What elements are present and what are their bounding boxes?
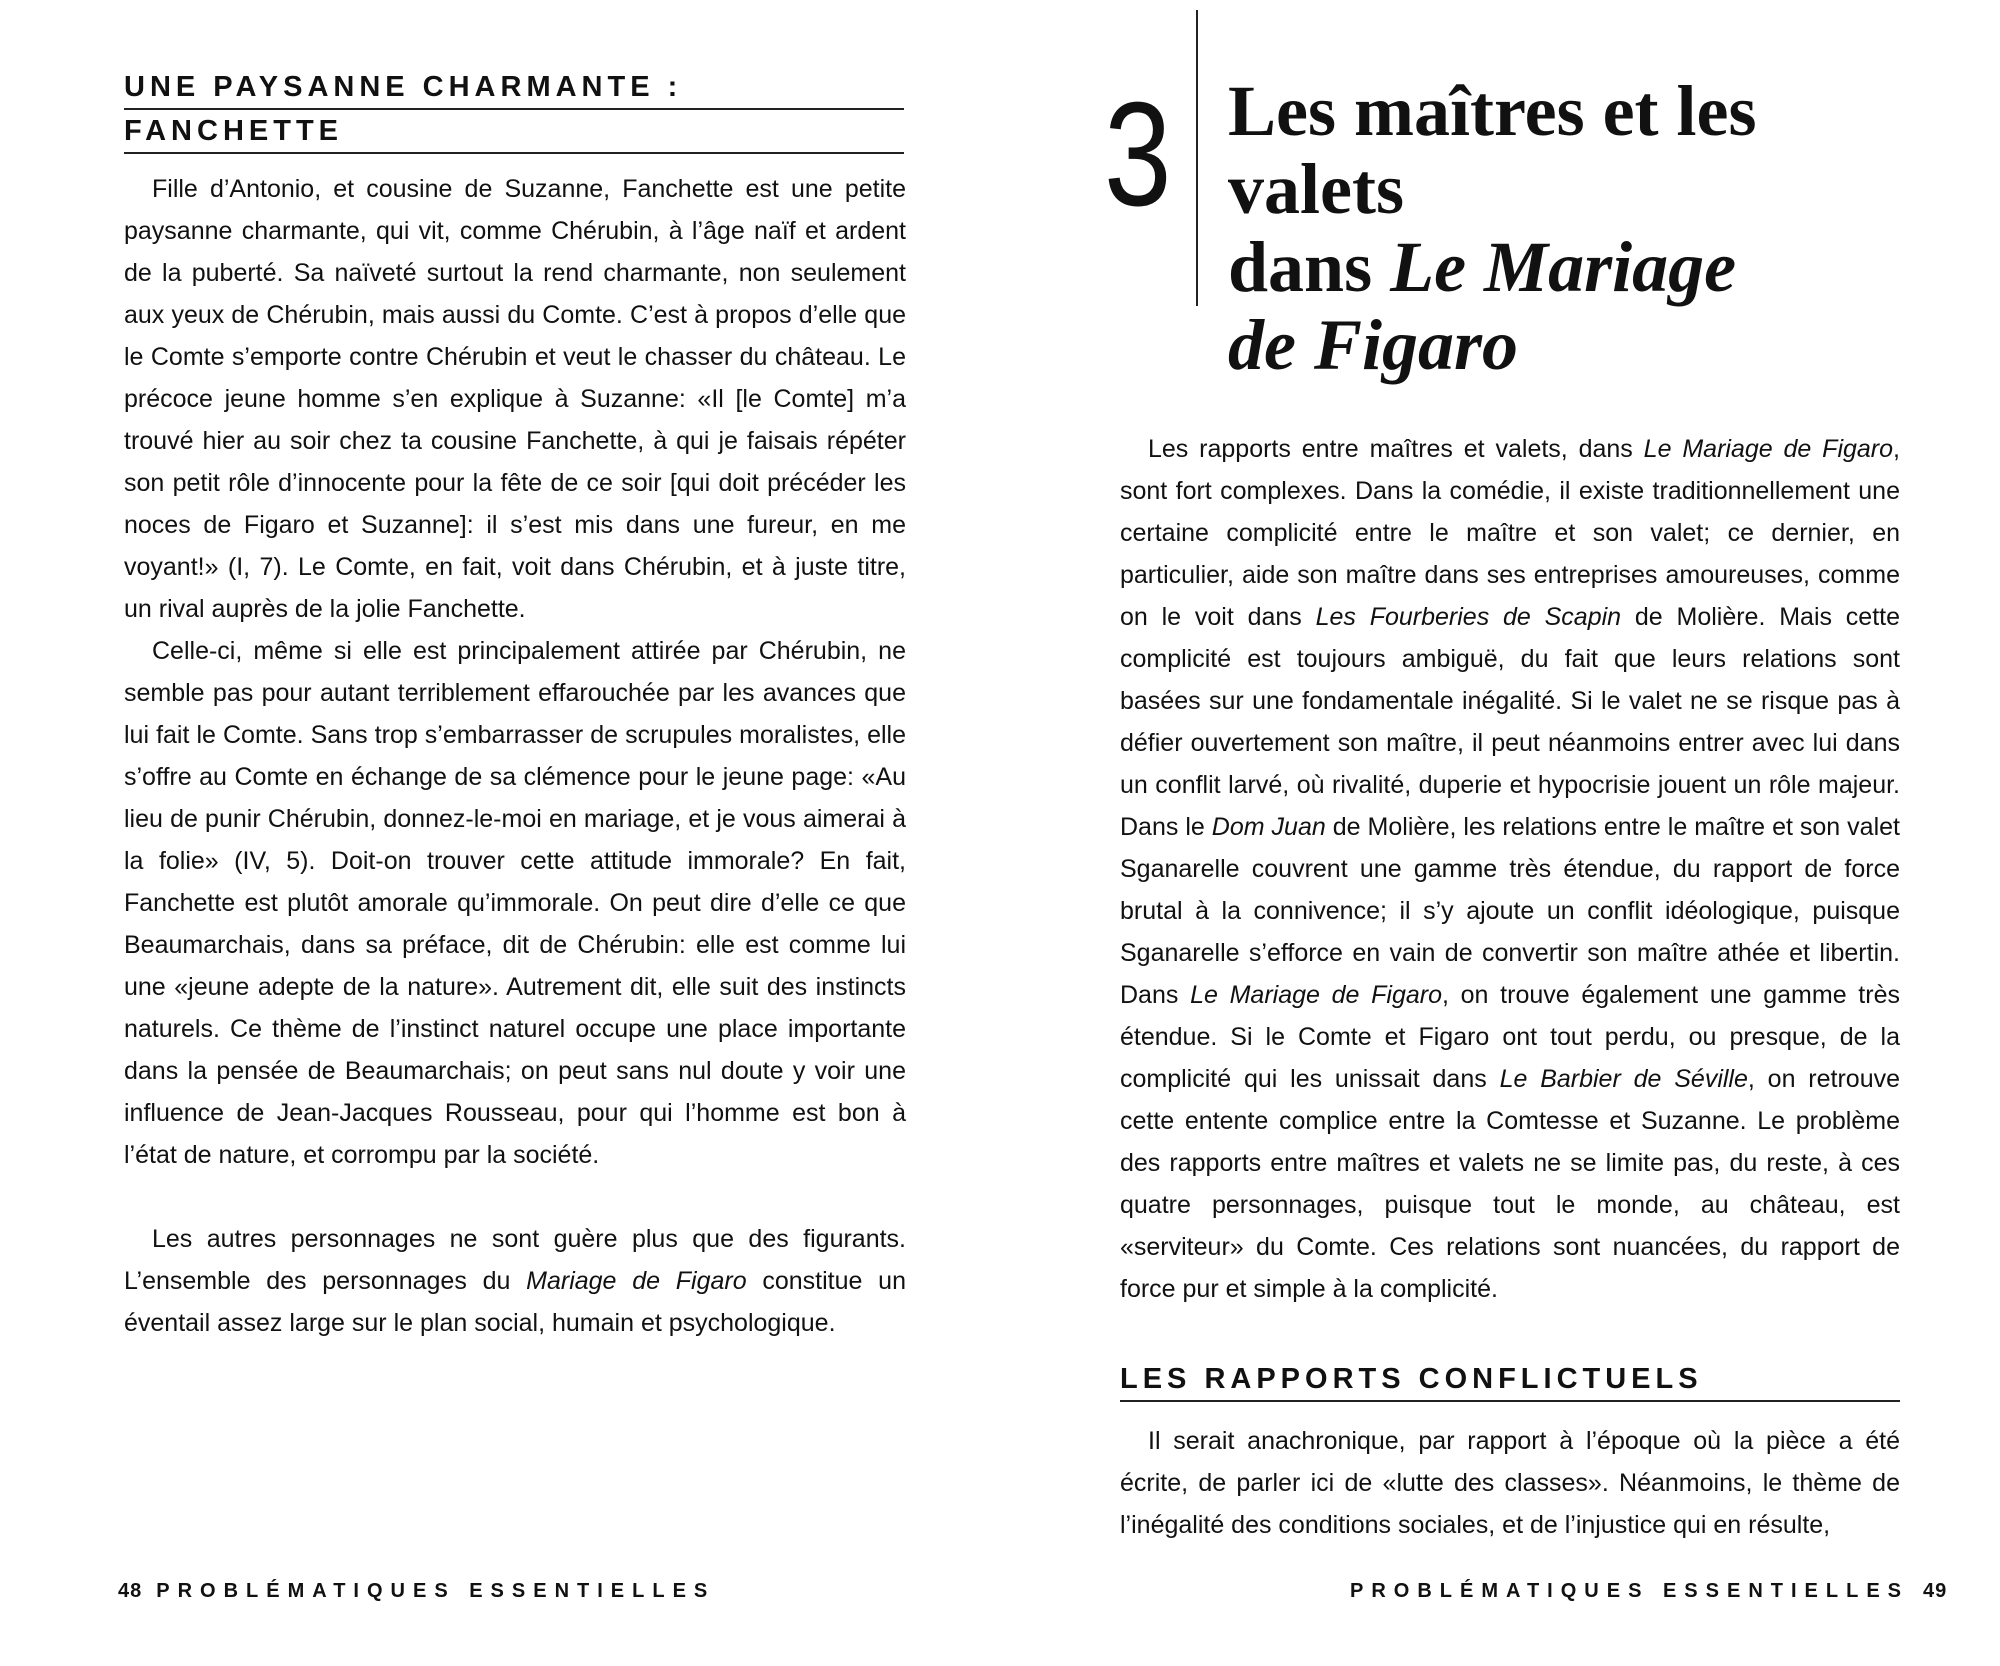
chapter-number: 3 — [1104, 72, 1172, 237]
page-number: 48 — [118, 1580, 143, 1602]
page-number: 49 — [1923, 1580, 1948, 1602]
right-page-footer — [1350, 1577, 1947, 1605]
paragraph-fanchette-intro: Fille d’Antonio, et cousine de Suzanne, Fanchette est une petite paysanne charmante, qui vit, comme Chérubin, à l’âge naïf et ardent de la puberté. Sa naïveté surtout la rend charmante, non seulement aux yeux de Chérubin, mais aussi du Comte. C’est à propos d’elle que le Comte s’emporte contre Chérubin et veut le chasser du château. Le précoce jeune homme s’en explique à Suzanne: «Il [le Comte] m’a trouvé hier au soir chez ta cousine Fanchette, à qui je faisais répéter son petit rôle d’innocente pour la fête de ce soir [qui doit précéder les noces de Figaro et Suzanne]: il s’est mis dans une fureur, en me voyant!» (I, 7). Le Comte, en fait, voit dans Chérubin, et à juste titre, un rival auprès de la jolie Fanchette. — [124, 175, 906, 623]
section-heading-fanchette — [124, 66, 904, 154]
right-page — [1000, 0, 2000, 1666]
heading-line-1: UNE PAYSANNE CHARMANTE : — [124, 66, 904, 110]
chapter-title: Les maîtres et les valets dans Le Mariage de Figaro — [1228, 71, 1757, 385]
paragraph-lutte-des-classes: Il serait anachronique, par rapport à l’époque où la pièce a été écrite, de parler ici de «lutte des classes». Néanmoins, le thème de l’inégalité des conditions sociales, et de l’injustice qui en résulte, — [1120, 1427, 1900, 1539]
paragraph-fanchette-comte: Celle-ci, même si elle est principalement attirée par Chérubin, ne semble pas pour autant terriblement effarouchée par les avances que lui fait le Comte. Sans trop s’embarrasser de scrupules moralistes, elle s’offre au Comte en échange de sa clémence pour le jeune page: «Au lieu de punir Chérubin, donnez-le-moi en mariage, et je vous aimerai à la folie» (IV, 5). Doit-on trouver cette attitude immorale? En fait, Fanchette est plutôt amorale qu’immorale. On peut dire d’elle ce que Beaumarchais, dans sa préface, dit de Chérubin: elle est comme lui une «jeune adepte de la nature». Autrement dit, elle suit des instincts naturels. Ce thème de l’instinct naturel occupe une place importante dans la pensée de Beaumarchais; on peut sans nul doute y voir une influence de Jean-Jacques Rousseau, pour qui l’homme est bon à l’état de nature, et corrompu par la société. — [124, 637, 906, 1169]
chapter-divider-rule — [1196, 10, 1198, 306]
left-page-footer — [118, 1577, 715, 1605]
paragraph-rapports-intro: Les rapports entre maîtres et valets, dans Le Mariage de Figaro, sont fort complexes. Dans la comédie, il existe traditionnellement une certaine complicité entre le maître et son valet; ce dernier, en particulier, aide son maître dans ses entreprises amoureuses, comme on le voit dans Les Fourberies de Scapin de Molière. Mais cette complicité est toujours ambiguë, du fait que leurs relations sont basées sur une fondamentale inégalité. Si le valet ne se risque pas à défier ouvertement son maître, il peut néanmoins entrer avec lui dans un conflit larvé, où rivalité, duperie et hypocrisie jouent un rôle majeur. Dans le Dom Juan de Molière, les relations entre le maître et son valet Sganarelle couvrent une gamme très étendue, du rapport de force brutal à la connivence; il s’y ajoute un conflit idéologique, puisque Sganarelle s’efforce en vain de convertir son maître athée et libertin. Dans Le Mariage de Figaro, on trouve également une gamme très étendue. Si le Comte et Figaro ont tout perdu, ou presque, de la complicité qui les unissait dans Le Barbier de Séville, on retrouve cette entente complice entre la Comtesse et Suzanne. Le problème des rapports entre maîtres et valets ne se limite pas, du reste, à ces quatre personnages, puisque tout le monde, au château, est «serviteur» du Comte. Ces relations sont nuancées, du rapport de force pur et simple à la complicité. — [1120, 435, 1901, 1303]
right-body-text — [1120, 428, 1900, 1310]
paragraph-autres-personnages: Les autres personnages ne sont guère plus que des figurants. L’ensemble des personnages du Mariage de Figaro constitue un éventail assez large sur le plan social, humain et psychologique. — [124, 1225, 906, 1337]
right-body-text-continued — [1120, 1420, 1900, 1546]
running-footer-label: PROBLÉMATIQUES ESSENTIELLES — [156, 1580, 716, 1602]
left-body-text — [124, 168, 906, 1344]
heading-line-2: FANCHETTE — [124, 110, 904, 154]
running-footer-label: PROBLÉMATIQUES ESSENTIELLES — [1350, 1580, 1909, 1602]
section-heading-conflictuels: LES RAPPORTS CONFLICTUELS — [1120, 1358, 1900, 1402]
